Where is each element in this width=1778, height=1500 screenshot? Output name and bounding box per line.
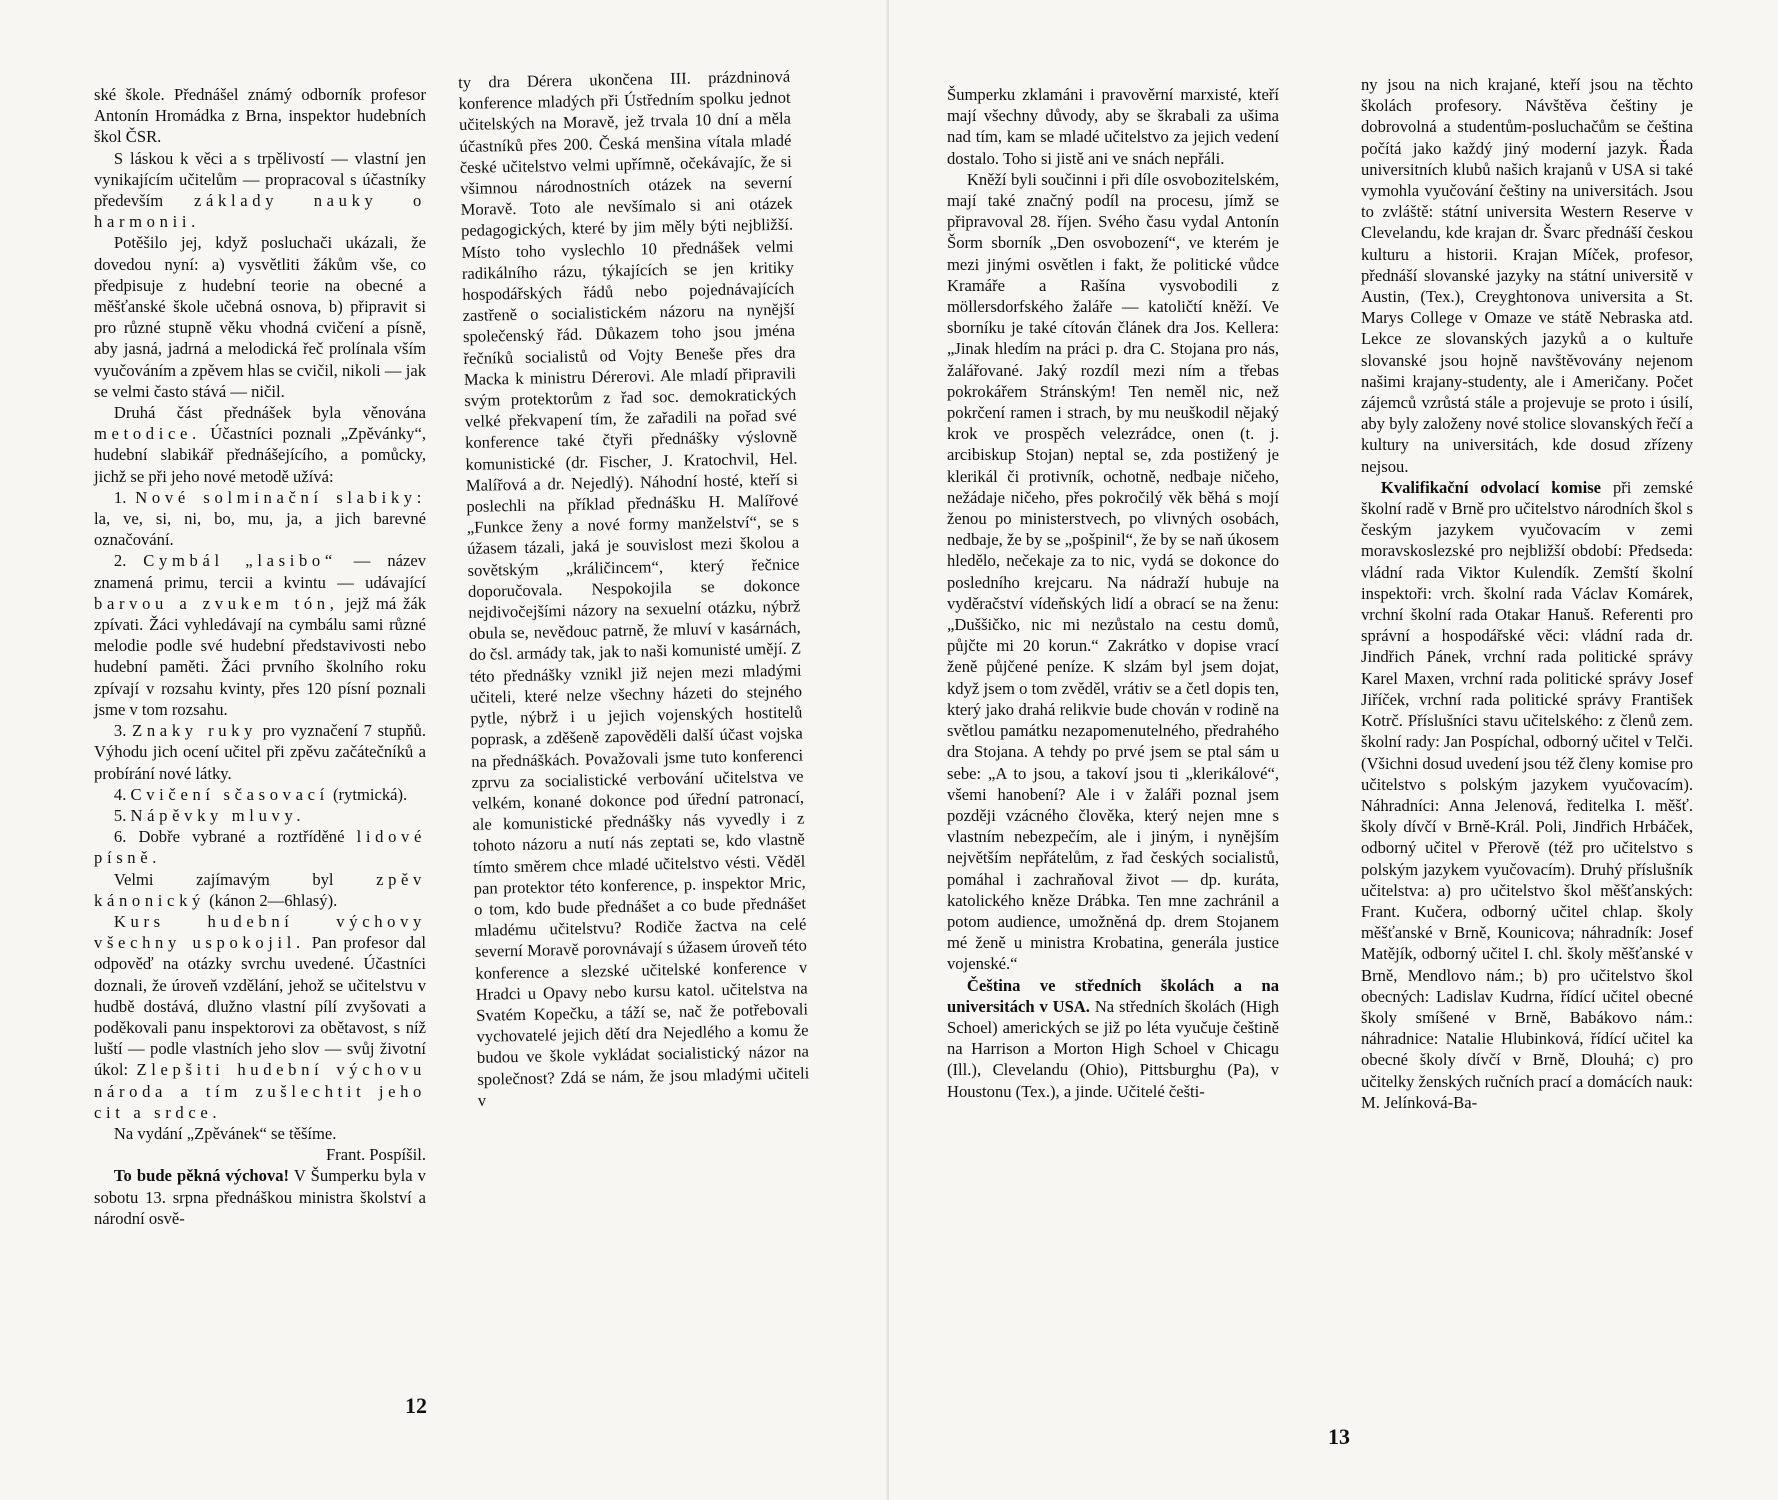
list-item: 3. Znaky ruky pro vyznačení 7 stupňů. Výhodu jich ocení učitel při zpěvu začátečníků a probírání nové látky. (94, 721, 427, 783)
paragraph: ny jsou na nich krajané, kteří jsou na těchto školách profesory. Návštěva češtiny je dobrovolná a studentům-posluchačům se čeština počítá jako každý jiný moderní jazyk. Řada universitních klubů našich krajanů v USA si také vymohla vyučování češtiny na universitách. Jsou to zvláště: státní universita Western Reserve v Clevelandu, kde krajan dr. Švarc přednáší českou kulturu a historii. Krajan Míček, profesor, přednáší slovanské jazyky na státní universitě v Austin, (Tex.), Creyghtonova universita a St. Marys College v Omaze ve státě Nebraska atd. Lekce ze slovanských jazyků a o kultuře slovanské jsou hojně navštěvovány nejenom našimi krajany-studenty, ale i Američany. Počet zájemců vzrůstá stále a projevuje se proto i úsilí, aby byly založeny nové stolice slovanských řečí a kultury na universitách, kde dosud zřízeny nejsou. (1361, 75, 1693, 476)
paragraph: To bude pěkná výchova! V Šumperku byla v sobotu 13. srpna přednáškou ministra školství a národní osvě- (94, 1166, 426, 1228)
paragraph: S láskou k věci a s trpělivostí — vlastní jen vynikajícím učitelům — propracoval s účastníky především základy nauky o harmonii. (94, 148, 426, 232)
paragraph: Kněží byli součinni i při díle osvobozitelském, mají také značný podíl na procesu, jímž se připravoval 28. říjen. Svého času vydal Antonín Šorm sborník „Den osvobození“, ve kterém je mezi jinými osvětlen i fakt, že politické vůdce Kramáře a Rašína vysvobodili z möllersdorfského žaláře — katoličtí kněží. Ve sborníku je také cítován článek dra Jos. Kellera: „Jinak hledím na práci p. dra C. Stojana pro nás, žalářované. Jaký rozdíl mezi ním a třebas pokrokářem Stránským! Ten neměl nic, než pokrčení ramen i strach, by mu neuškodil nějaký krok ve prospěch velezrádce, onen (t. j. arcibiskup Stojan) neptal se, zda postižený je klerikál či protivník, ochotně, nedbaje ničeho, nežádaje ničeho, přes pokročilý věk běhá s mojí ženou po ministerstvech, po vlivných osobách, nedbaje, že by se „pošpinil“, že by se naň úkosem hledělo, nečekaje za to nic, vydá se dokonce do posledního krejcaru. Na nádraží hubuje na vyděračství vídeňských lidí a obrací se na ženu: „Duššičko, nic mi nezůstalo na cestu domů, půjčte mi 20 korun.“ Zakrátko v dopise vrací ženě půjčené peníze. K slzám byl jsem dojat, když jsem o tom zvěděl, vrátiv se a četl dopis ten, který jako drahá relikvie bude chován v rodině na světlou památku nezapomenutelného, předrahého dra Stojana. A tehdy po prvé jsem se ptal sám u sebe: „A to jsou, a takoví jsou ti „klerikálové“, všemi hanobení? Ale i v žaláři poznal jsem později vzácného člověka, který nejen mne s vlastním nebezpečím, ale i jiným, i nynějším největším nepřátelům, z řad českých socialistů, pomáhal i zachraňoval život — dp. kuráta, katolického kněze Drábka. Ten mne zachránil a potom audience, umožněná dp. drem Stojanem mé ženě u ministra Krobatina, generála justice vojenské.“ (947, 169, 1279, 974)
paragraph: Druhá část přednášek byla věnována metodice. Účastníci poznali „Zpěvánky“, hudební slabikář přednášejícího, a pomůcky, jichž se při jeho nové metodě užívá: (94, 403, 426, 486)
list-item: 6. Dobře vybrané a roztříděné lidové písně. (94, 827, 426, 868)
left-column-2 (458, 66, 810, 1111)
paragraph: Kvalifikační odvolací komise při zemské školní radě v Brně pro učitelstvo národních škol s českým jazykem vyučovacím v zemi moravskoslezské pro nejbližší období: Předseda: vládní rada Viktor Kulendík. Zemští školní inspektoři: vrch. školní rada Václav Komárek, vrchní školní rada Otakar Hanuš. Referenti pro správní a hospodářské věci: vládní rada dr. Jindřich Pánek, vrchní rada politické správy Karel Maxen, vrchní rada politické správy Josef Jiříček, vrchní rada politické správy František Kotrč. Příslušníci stavu učitelského: z členů zem. školní rady: Jan Pospíchal, odborný učitel v Telči. (Všichni dosud uvedení jsou též členy komise pro učitelstvo s polským jazykem vyučovacím). Náhradníci: Anna Jelenová, ředitelka I. měšť. školy dívčí v Brně-Král. Poli, Jindřich Hrbáček, odborný učitel v Přerově (též pro učitelstvo s polským jazykem vyučovacím). Druhý příslušník učitelstva: a) pro učitelstvo škol měšťanských: Frant. Kučera, odborný učitel chlap. školy měšťanské v Brně, Kounicova; náhradník: Josef Matějík, odborný učitel I. chl. školy měšťanské v Brně, Mendlovo nám.; b) pro učitelstvo škol obecných: Ladislav Kudrna, řídící učitel obecné školy smíšené v Brně, Babákovo nám.: náhradnice: Natalie Hlubinková, řídící učitel ka obecné školy dívčí v Brně, Dlouhá; c) pro učitelky ženských ručních prací a domácích nauk: M. Jelínková-Ba- (1361, 477, 1694, 1112)
paragraph: ské škole. Přednášel známý odborník profesor Antonín Hromádka z Brna, inspektor hudebních škol ČSR. (94, 85, 426, 147)
list-item: 5. Nápěvky mluvy. (113, 805, 306, 825)
paragraph: Potěšilo jej, když posluchači ukázali, že dovedou nyní: a) vysvětliti žákům vše, co předpisuje z hudební teorie na obecné a měšťanské škole učebná osnova, b) připravit si pro různé stupně věku vhodná cvičení a písně, aby jasná, jadrná a melodická řeč prolínala vším vyučováním a zpěvem hlas se cvičil, nikoli — jak se velmi často stává — ničil. (94, 233, 426, 401)
list-item: 1. Nové solminační slabiky: la, ve, si, ni, bo, mu, ja, a jich barevné označování. (94, 487, 427, 550)
left-column-1 (94, 84, 426, 1229)
paragraph: Šumperku zklamáni i pravověrní marxisté, kteří mají všechny důvody, aby se škrabali za ušima nad tím, kam se mladé učitelstvo za jejich vedení dostalo. Toho si jistě ani ve snách nepřáli. (947, 85, 1279, 168)
signature: Frant. Pospíšil. (325, 1145, 426, 1165)
page-number: 12 (405, 1393, 427, 1418)
paragraph: Velmi zajímavým byl zpěv kánonický (kánon 2—6hlasý). (94, 869, 426, 910)
list-item: 4. Cvičení sčasovací (rytmická). (113, 784, 408, 804)
paragraph: ty dra Dérera ukončena III. prázdninová konference mladých při Ústředním spolku jednot učitelských na Moravě, jež trvala 10 dní a měla účastníků přes 200. Česká menšina vítala mladé české učitelstvo velmi upřímně, očekávajíc, že si všimnou národnostních otázek na severní Moravě. Toto ale nevšímalo si ani otázek pedagogických, které by jim měly býti nejbližší. Místo toho vyslechlo 10 přednášek velmi radikálního rázu, týkajících se jen kritiky hospodářských řádů nebo pojednávajících zastřeně o socialistickém názoru na nynější společenský řád. Důkazem toho jsou jména řečníků socialistů od Vojty Beneše přes dra Macka k ministru Dérerovi. Ale mladí připravili svým protektorům z řad soc. demokratických velké překvapení tím, že zařadili na pořad své konference také čtyři přednášky výslovně komunistické (dr. Fischer, J. Kratochvil, Hel. Malířová a dr. Nejedlý). Náhodní hosté, kteří si poslechli na příklad přednášku H. Malířové „Funkce ženy a nové formy manželství“, se s úžasem tázali, jaká je souvislost mezi školou a sovětským „králičincem“, který řečnice doporučovala. Nespokojila se dokonce nejdivočejšími názory na sexuelní otázku, nýbrž obula se, nevědouc patrně, že mluví v kasárnách, do čsl. armády tak, jak to naši komunisté umějí. Z této přednášky vznikl již nejen mezi mladými učiteli, které nelze všechny házeti do stejného pytle, nýbrž i u jejich vojenských hostitelů poprask, a zděšeně zapověděli další účast vojska na přednáškách. Považovali jsme tuto konferenci zprvu za socialistické verbování učitelstva ve velkém, konané dokonce pod úřední patronací, ale komunistické přednášky nás vyvedly i z tohoto názoru a nutí nás zeptati se, kdo vlastně tímto směrem chce mladé učitelstvo vésti. Věděl pan protektor této konference, p. inspektor Mric, o tom, kdo bude přednášet a co bude přednášet mladému učitelstvu? Rodiče žactva na celé severní Moravě porovnávají s úžasem úroveň této konference a slezské učitelské konferencе v Hradci u Opavy nebo kursu katol. učitelstva na Svatém Kopečku, a táží se, nač že potřebovali vychovatelé jejich dětí dra Nejedlého a komu že budou ve škole vykládat socialistický názor na společnost? Zdá se nám, že jsou mladými učiteli v (458, 66, 810, 1110)
paragraph: Na vydání „Zpěvánek“ se těšíme. (113, 1123, 337, 1143)
page-number: 13 (1328, 1424, 1350, 1449)
paragraph: Kurs hudební výchovy všechny uspokojil. Pan profesor dal odpověď na otázky svrchu uvedené. Účastníci doznali, že úroveň vzdělání, jehož se učitelstvu v hudbě dostává, dlužno vlastní pílí zvyšovati a poděkovali panu inspektorovi za obětavost, s níž luští — podle vlastních jeho slov — svůj životní úkol: Zlepšiti hudební výchovu národa a tím zušlechtit jeho cit a srdce. (94, 911, 426, 1122)
list-item: 2. Cymbál „lasibo“ — název znamená primu, tercii a kvintu — udávající barvou a zvukem tón, jejž má žák zpívati. Žáci vyhledávají na cymbálu sami různé melodie podle své hudební představivosti nebo hudební paměti. Žáci prvního školního roku zpívají v rozsahu kvinty, přes 120 písní poznali jsme v tom rozsahu. (94, 551, 427, 719)
right-column-2 (1361, 74, 1693, 1113)
right-column-1 (947, 84, 1279, 1102)
paragraph: Čeština ve středních školách a na universitách v USA. Na středních školách (High Schoel) amerických se již po léta vyučuje češtině na Harrison a Morton High Schoel v Chicagu (Ill.), Clevelandu (Ohio), Pittsburghu (Pa), v Houstonu (Tex.), a jinde. Učitelé češti- (947, 975, 1279, 1101)
right-page (889, 0, 1778, 1500)
